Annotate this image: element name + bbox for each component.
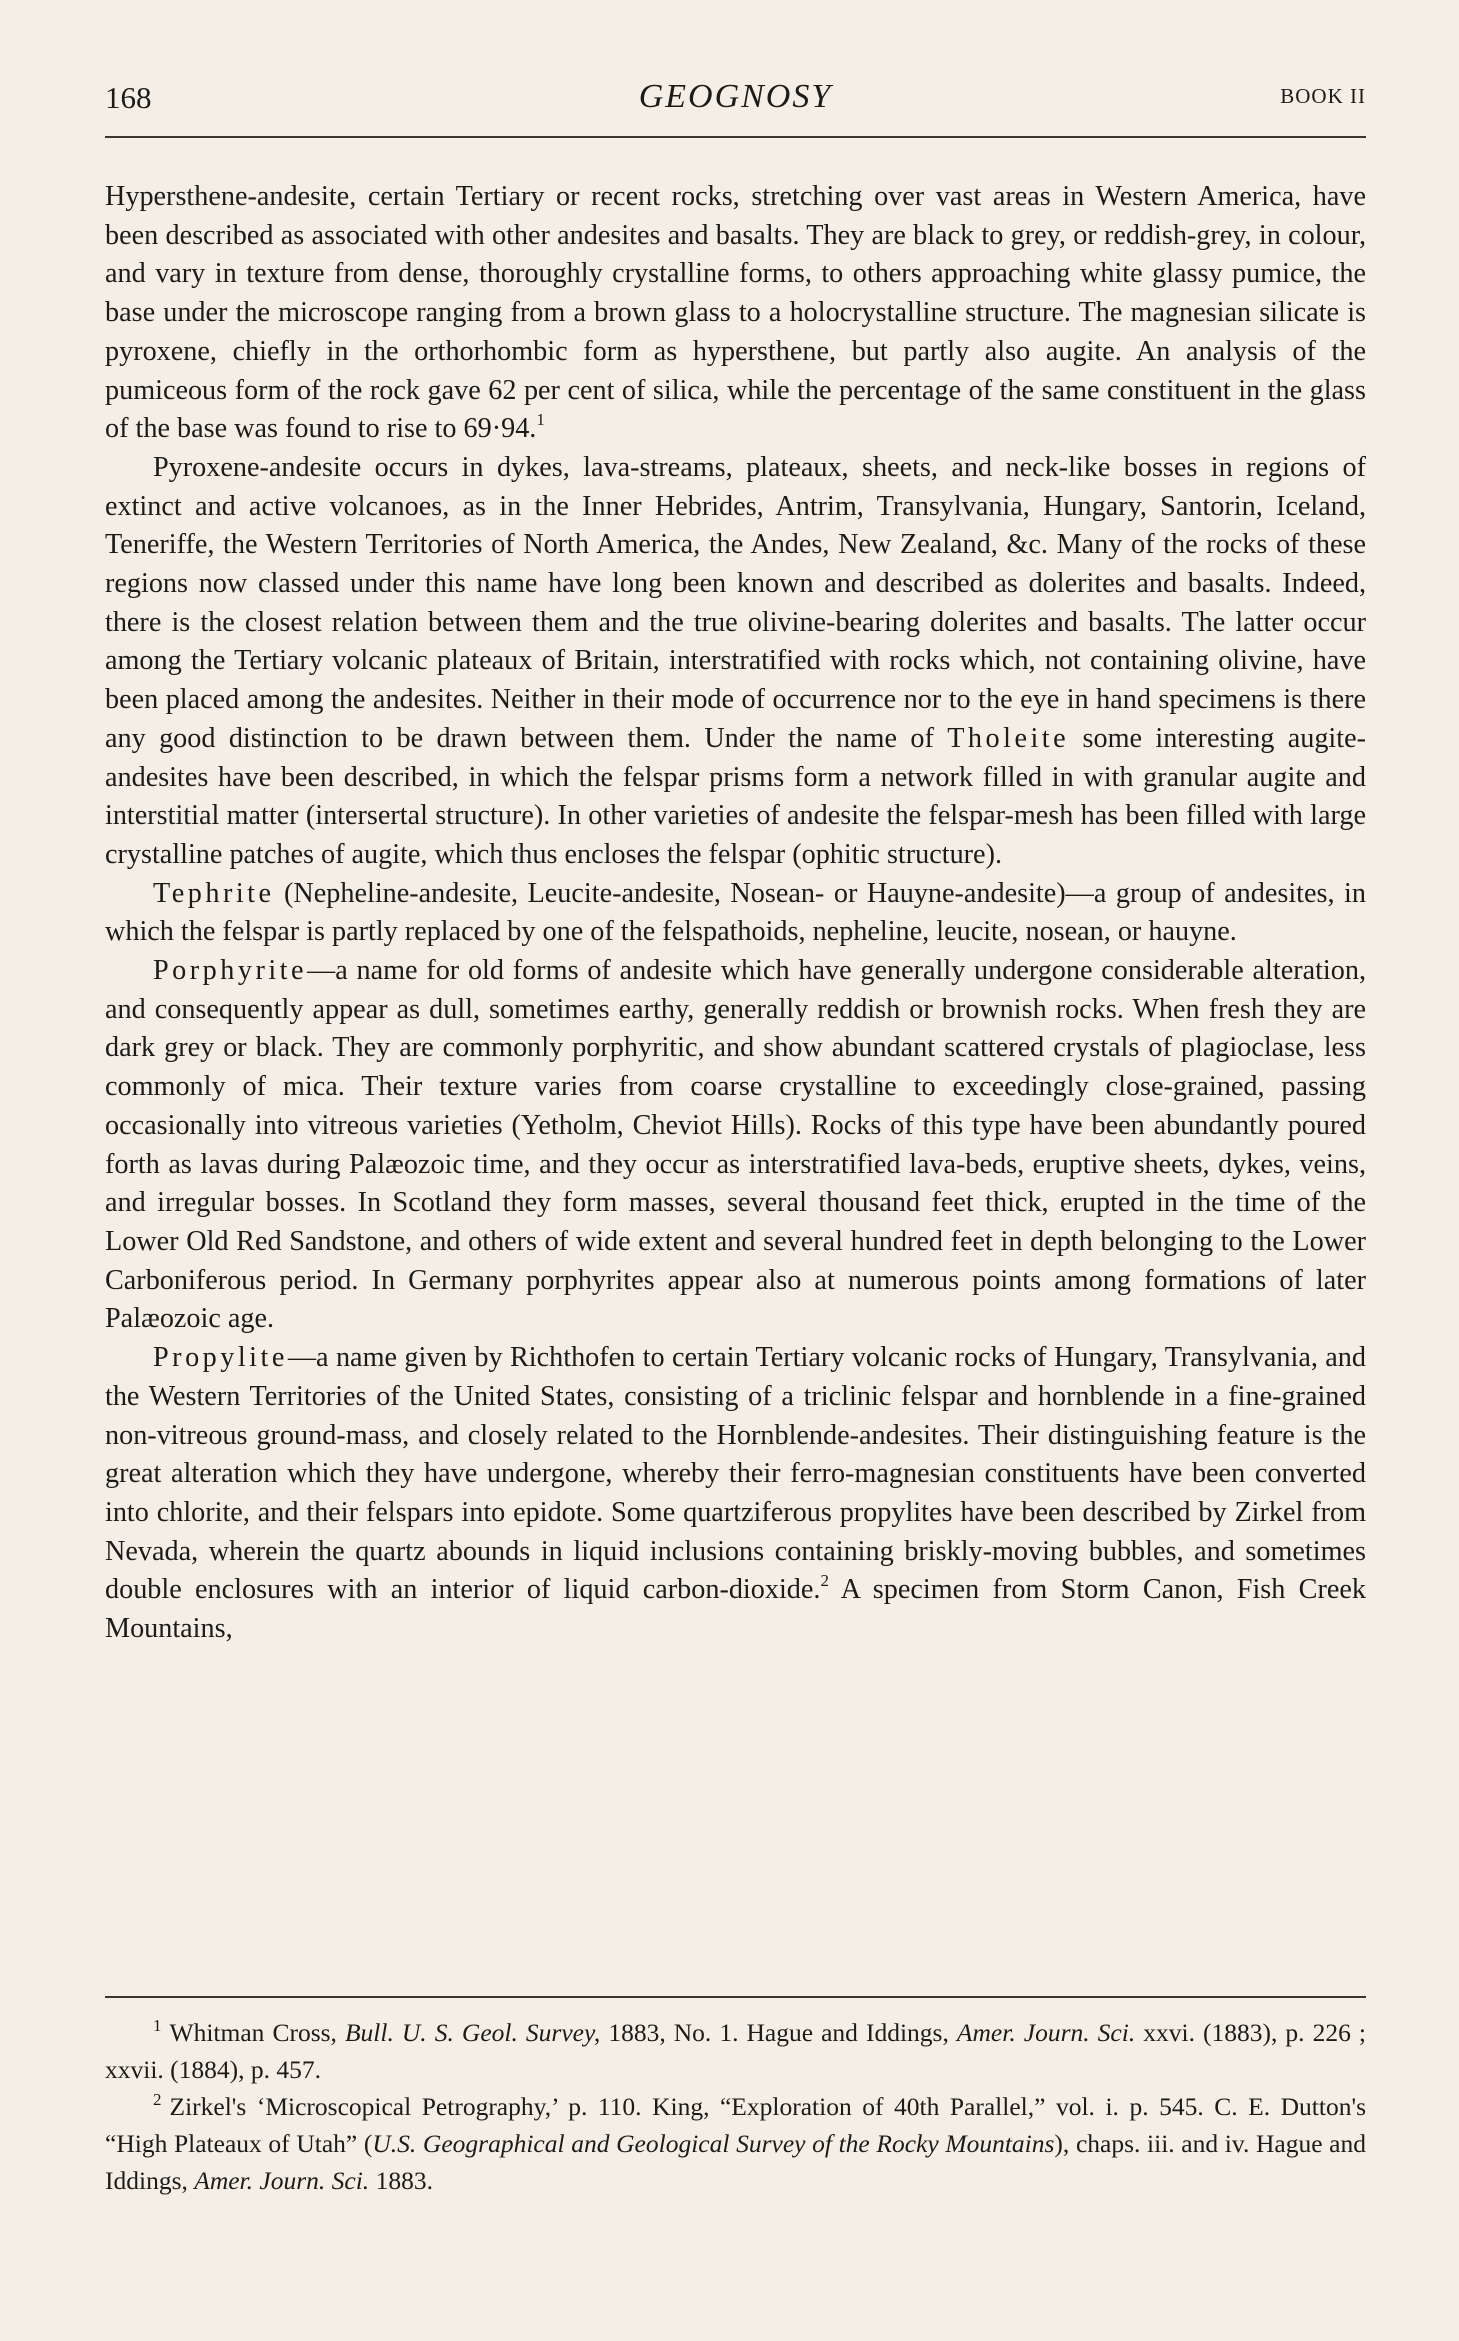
term-tephrite: Tephrite	[153, 877, 275, 909]
paragraph-tephrite: Tephrite (Nepheline-andesite, Leucite-andesite, Nosean- or Hauyne-andesite)—a group of andesites, in which the felspar is partly replaced by one of the felspathoids, nepheline, leucite, nosean, or hauyne.	[105, 877, 1366, 948]
footnote-1: $^1$ Whitman Cross, Bull. U. S. Geol. Survey, 1883, No. 1. Hague and Iddings, Amer. Journ. Sci. xxvi. (1883), p. 226 ; xxvii. (1884), p. 457.	[105, 2016, 1366, 2084]
paragraph-porphyrite: Porphyrite—a name for old forms of andesite which have generally undergone considerable alteration, and consequently appear as dull, sometimes earthy, generally reddish or brownish rocks. When fresh they are dark grey or black. They are commonly porphyritic, and show abundant scattered crystals of plagioclase, less commonly of mica. Their texture varies from coarse crystalline to exceedingly close-grained, passing occasionally into vitreous varieties (Yetholm, Cheviot Hills). Rocks of this type have been abundantly poured forth as lavas during Palæozoic time, and they occur as interstratified lava-beds, eruptive sheets, dykes, veins, and irregular bosses. In Scotland they form masses, several thousand feet thick, erupted in the time of the Lower Old Red Sandstone, and others of wide extent and several hundred feet in depth belonging to the Lower Carboniferous period. In Germany porphyrites appear also at numerous points among formations of later Palæozoic age.	[105, 955, 1366, 1335]
footnotes	[105, 2014, 1366, 2199]
term-tholeite: Tholeite	[947, 722, 1070, 754]
footnote-ref-1: 1	[536, 410, 545, 430]
paragraph-pyroxene-andesite: Pyroxene-andesite occurs in dykes, lava-streams, plateaux, sheets, and neck-like bosses in regions of extinct and active volcanoes, as in the Inner Hebrides, Antrim, Transylvania, Hungary, Santorin, Iceland, Teneriffe, the Western Territories of North America, the Andes, New Zealand, &c. Many of the rocks of these regions now classed under this name have long been known and described as dolerites and basalts. Indeed, there is the closest relation between them and the true olivine-bearing dolerites and basalts. The latter occur among the Tertiary volcanic plateaux of Britain, interstratified with rocks which, not containing olivine, have been placed among the andesites. Neither in their mode of occurrence nor to the eye in hand specimens is there any good distinction to be drawn between them. Under the name of Tholeite some interesting augite-andesites have been described, in which the felspar prisms form a network filled in with granular augite and interstitial matter (intersertal structure). In other varieties of andesite the felspar-mesh has been filled with large crystalline patches of augite, which thus encloses the felspar (ophitic structure).	[105, 451, 1366, 870]
footnote-2: $^2$ Zirkel's ‘Microscopical Petrography,’ p. 110. King, “Exploration of 40th Parallel,” vol. i. p. 545. C. E. Dutton's “High Plateaux of Utah” (U.S. Geographical and Geological Survey of the Rocky Mountains), chaps. iii. and iv. Hague and Iddings, Amer. Journ. Sci. 1883.	[105, 2090, 1366, 2195]
book-label: BOOK II	[1280, 84, 1366, 108]
term-propylite: Propylite	[153, 1342, 288, 1374]
page-number: 168	[105, 80, 152, 115]
body-text	[105, 178, 1366, 1649]
footnote-ref-2: 2	[820, 1571, 829, 1591]
footnote-rule	[105, 1996, 1366, 1998]
paragraph-propylite: Propylite—a name given by Richthofen to certain Tertiary volcanic rocks of Hungary, Transylvania, and the Western Territories of the United States, consisting of a triclinic felspar and hornblende in a fine-grained non-vitreous ground-mass, and closely related to the Hornblende-andesites. Their distinguishing feature is the great alteration which they have undergone, whereby their ferro-magnesian constituents have been converted into chlorite, and their felspars into epidote. Some quartziferous propylites have been described by Zirkel from Nevada, wherein the quartz abounds in liquid inclusions containing briskly-moving bubbles, and sometimes double enclosures with an interior of liquid carbon-dioxide.$^2$ A specimen from Storm Canon, Fish Creek Mountains,	[105, 1342, 1366, 1645]
running-title: GEOGNOSY	[638, 78, 833, 115]
paragraph-hypersthene-andesite: Hypersthene-andesite, certain Tertiary or recent rocks, stretching over vast areas in Western America, have been described as associated with other andesites and basalts. They are black to grey, or reddish-grey, in colour, and vary in texture from dense, thoroughly crystalline forms, to others approaching white glassy pumice, the base under the microscope ranging from a brown glass to a holocrystalline structure. The magnesian silicate is pyroxene, chiefly in the orthorhombic form as hypersthene, but partly also augite. An analysis of the pumiceous form of the rock gave 62 per cent of silica, while the percentage of the same constituent in the glass of the base was found to rise to 69·94.$^1$	[105, 181, 1366, 445]
footnote-number: 1	[153, 2016, 162, 2035]
footnote-number: 2	[153, 2090, 162, 2109]
running-head	[105, 70, 1366, 120]
header-rule	[105, 136, 1366, 138]
term-porphyrite: Porphyrite	[153, 955, 307, 987]
